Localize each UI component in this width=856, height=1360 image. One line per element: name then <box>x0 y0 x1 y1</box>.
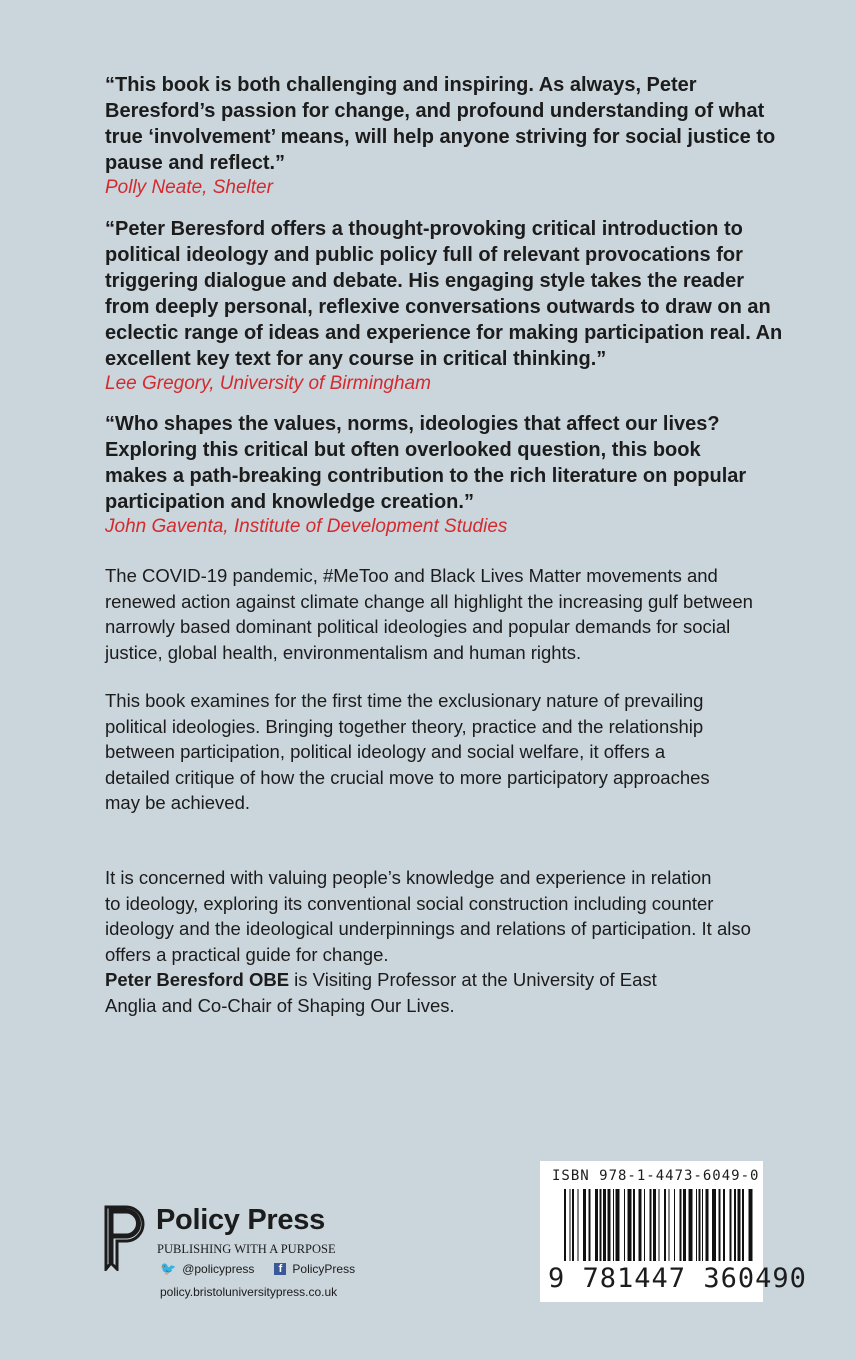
quote-1-group <box>105 72 805 200</box>
twitter-icon: 🐦 <box>160 1261 177 1276</box>
barcode-bar <box>589 1189 591 1261</box>
barcode-bar <box>696 1189 697 1261</box>
barcode-bar <box>600 1189 602 1261</box>
barcode-bar <box>572 1189 574 1261</box>
barcode-bar <box>730 1189 732 1261</box>
barcode-bar <box>680 1189 682 1261</box>
twitter-handle: @policypress <box>182 1262 255 1276</box>
facebook-handle: PolicyPress <box>292 1262 356 1276</box>
isbn-barcode <box>540 1161 807 1302</box>
barcode-bar <box>603 1189 606 1261</box>
barcode-bar <box>719 1189 721 1261</box>
barcode-first-digit: 9 <box>548 1263 566 1294</box>
facebook-icon: f <box>274 1263 286 1275</box>
author-name: Peter Beresford OBE <box>105 969 290 990</box>
quote-3-attribution: John Gaventa, Institute of Development Studies <box>105 516 508 537</box>
barcode-bar <box>742 1189 744 1261</box>
barcode-bar <box>723 1189 725 1261</box>
quote-2-group <box>105 216 805 396</box>
barcode-bar <box>674 1189 675 1261</box>
barcode-bar <box>564 1189 566 1261</box>
barcode-bars <box>564 1189 754 1261</box>
barcode-group-1: 781447 <box>582 1263 687 1294</box>
barcode-bar <box>738 1189 741 1261</box>
barcode-bar <box>608 1189 611 1261</box>
barcode-bar <box>749 1189 753 1261</box>
barcode-bar <box>628 1189 632 1261</box>
barcode-bar <box>624 1189 625 1261</box>
barcode-bar <box>639 1189 642 1261</box>
author-bio <box>105 967 805 1018</box>
description-paragraph-3: It is concerned with valuing people’s knowledge and experience in relation to ideology, exploring its conventional social construction including counter ideology and the ideological underpinnings and relations of participation. It also offers a practical guide for change. <box>105 867 751 965</box>
barcode-digits <box>548 1263 807 1295</box>
publisher-tagline: PUBLISHING WITH A PURPOSE <box>157 1242 336 1256</box>
quote-3-group <box>105 411 805 539</box>
author-bio-text: is Visiting Professor at the University of East Anglia and Co-Chair of Shaping Our Lives. <box>105 969 657 1016</box>
barcode-bar <box>664 1189 666 1261</box>
barcode-bar <box>578 1189 579 1261</box>
description-paragraph-2: This book examines for the first time the exclusionary nature of prevailing political ideologies. Bringing together theory, practice and the relationship between participation, political ideology and social welfare, it offers a detailed critique of how the crucial move to more participatory approaches may be achieved. <box>105 690 710 813</box>
publisher-url: policy.bristoluniversitypress.co.uk <box>160 1285 338 1299</box>
barcode-bar <box>613 1189 614 1261</box>
barcode-bar <box>702 1189 703 1261</box>
barcode-bar <box>653 1189 656 1261</box>
quote-3: “Who shapes the values, norms, ideologies that affect our lives? Exploring this critical but often overlooked question, this book makes a path-breaking contribution to the rich literature on popular participation and knowledge creation.” <box>105 413 747 513</box>
barcode-bar <box>644 1189 645 1261</box>
barcode-bar <box>669 1189 670 1261</box>
quote-2-attribution: Lee Gregory, University of Birmingham <box>105 373 431 394</box>
barcode-bar <box>595 1189 598 1261</box>
barcode-bar <box>683 1189 686 1261</box>
quote-1-attribution: Polly Neate, Shelter <box>105 177 273 198</box>
barcode-bar <box>689 1189 693 1261</box>
barcode-bar <box>616 1189 620 1261</box>
barcode-bar <box>570 1189 571 1261</box>
barcode-bar <box>633 1189 635 1261</box>
barcode-bar <box>650 1189 652 1261</box>
policy-press-p-icon <box>104 1205 146 1271</box>
barcode-group-2: 360490 <box>703 1263 807 1294</box>
barcode-bar <box>699 1189 701 1261</box>
barcode-bar <box>712 1189 716 1261</box>
isbn-text: ISBN 978-1-4473-6049-0 <box>552 1168 760 1184</box>
quote-1: “This book is both challenging and inspiring. As always, Peter Beresford’s passion for change, and profound understanding of what true ‘involvement’ means, will help anyone striving for social justice to pause and reflect.” <box>105 74 776 174</box>
barcode-bar <box>583 1189 586 1261</box>
social-links <box>160 1261 355 1277</box>
barcode-bar <box>659 1189 660 1261</box>
quote-2: “Peter Beresford offers a thought-provoking critical introduction to political ideology and public policy full of relevant provocations for triggering dialogue and debate. His engaging style takes the reader from deeply personal, reflexive conversations outwards to draw on an eclectic range of ideas and experience for making participation real. An excellent key text for any course in critical thinking.” <box>105 218 783 370</box>
publisher-name: Policy Press <box>156 1204 325 1236</box>
barcode-bar <box>734 1189 736 1261</box>
description-paragraph-1: The COVID-19 pandemic, #MeToo and Black Lives Matter movements and renewed action against climate change all highlight the increasing gulf between narrowly based dominant political ideologies and popular demands for social justice, global health, environmentalism and human rights. <box>105 565 753 663</box>
barcode-bar <box>706 1189 709 1261</box>
